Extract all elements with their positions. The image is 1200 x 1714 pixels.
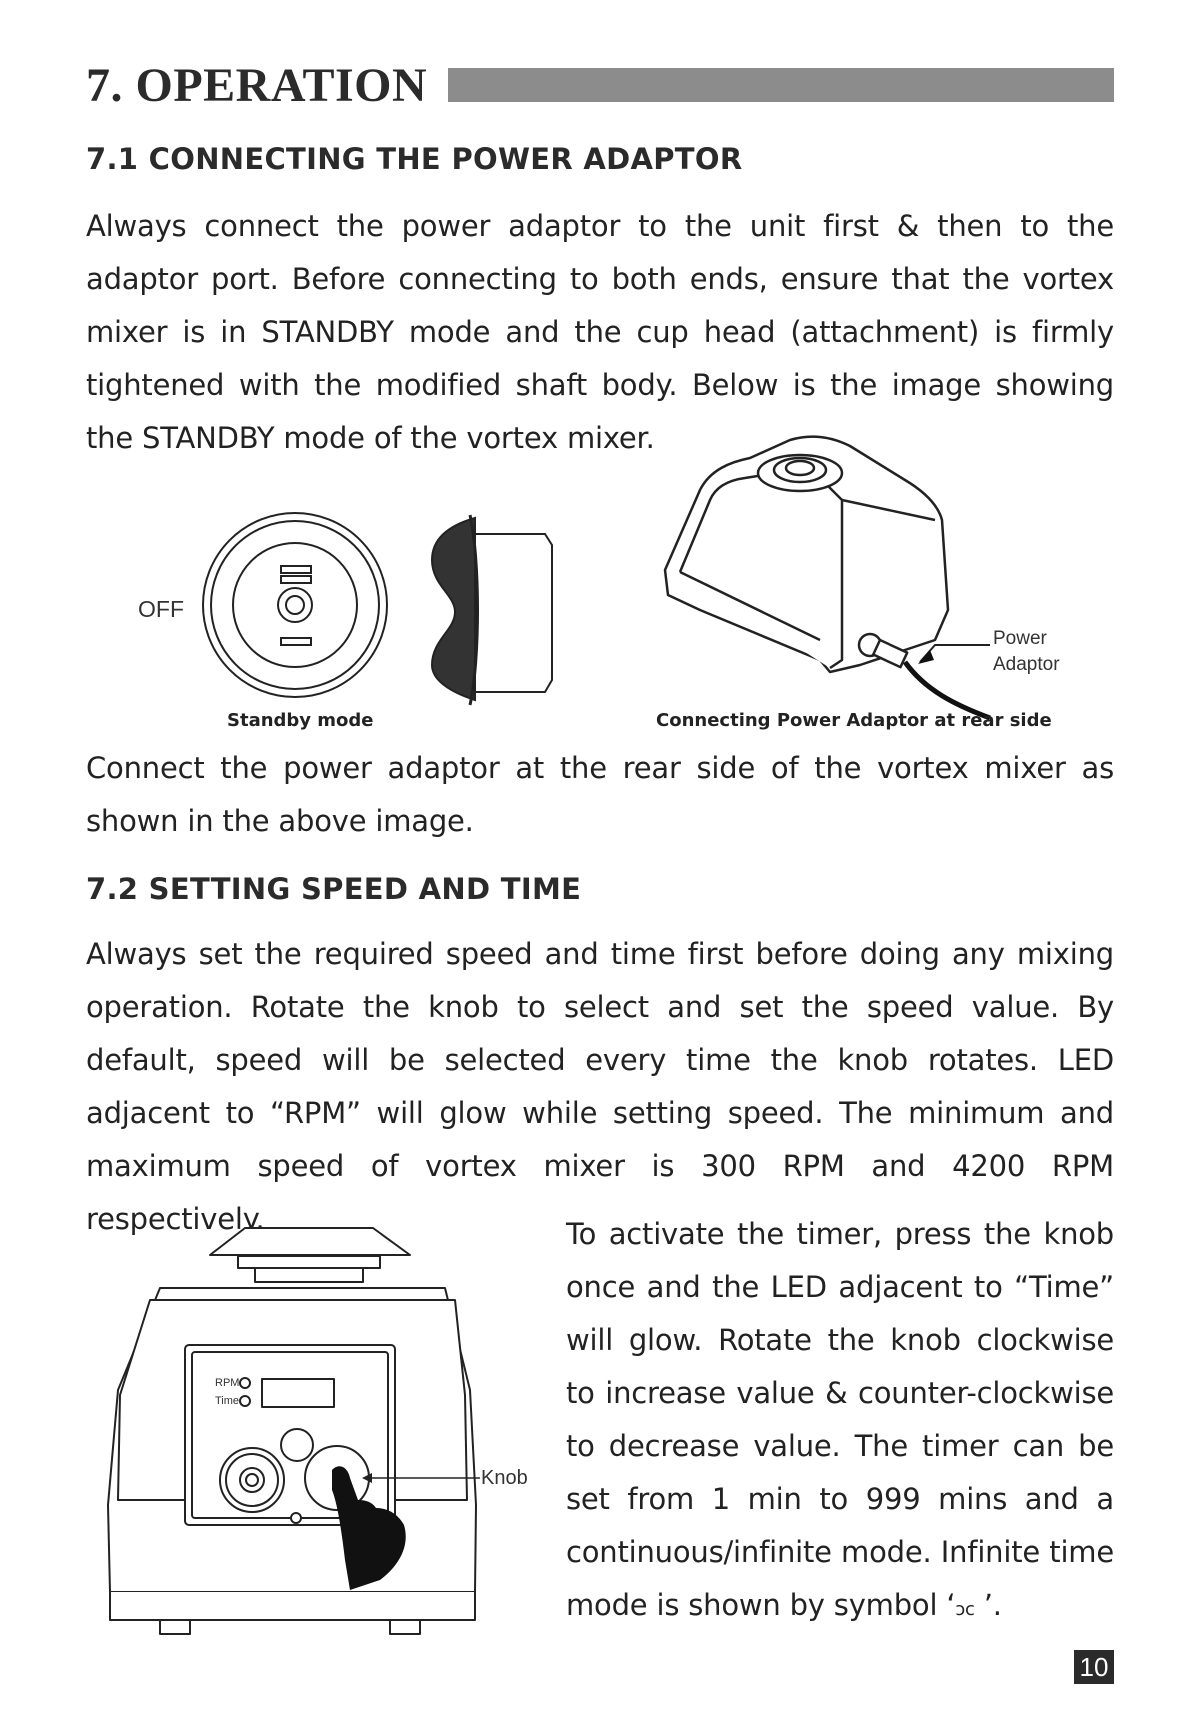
knob-label: Knob	[481, 1467, 528, 1489]
power-label: Power	[993, 628, 1047, 649]
timer-text: To activate the timer, press the knob once and the LED adjacent to “Time” will glow. Rotate the knob clockwise to increase value & counter-clockwise to decrease value. The timer can be set from 1 min to 999 mins and a continuous/infinite mode. Infinite time mode is shown by symbol ‘	[566, 1217, 1114, 1622]
time-led-label: Time	[215, 1395, 240, 1407]
paragraph-timer-setting	[566, 1208, 1114, 1636]
infinite-symbol: ɔc	[955, 1599, 975, 1620]
standby-mode-caption: Standby mode	[227, 710, 374, 731]
heading-bar	[448, 68, 1114, 102]
subsection-title-power-adaptor: 7.1 CONNECTING THE POWER ADAPTOR	[86, 142, 743, 176]
paragraph-power-adaptor-intro: Always connect the power adaptor to the unit first & then to the adaptor port. Before connecting to both ends, ensure that the vortex mixer is in STANDBY mode and the cup head (attachment) is firmly tightened with the modified shaft body. Below is the image showing the STANDBY mode of the vortex mixer.	[86, 209, 1114, 455]
off-label: OFF	[138, 596, 184, 622]
section-title: 7. OPERATION	[86, 59, 428, 112]
connecting-power-adaptor-caption: Connecting Power Adaptor at rear side	[656, 710, 1052, 731]
vortex-mixer-front-illustration	[0, 0, 1, 1]
subsection-title-speed-time: 7.2 SETTING SPEED AND TIME	[86, 872, 582, 906]
timer-text-end: ’.	[974, 1588, 1002, 1622]
rpm-led-label: RPM	[215, 1377, 240, 1389]
page-number: 10	[1074, 1650, 1114, 1684]
paragraph-connect-rear: Connect the power adaptor at the rear side of the vortex mixer as shown in the above image.	[86, 751, 1114, 838]
adaptor-label: Adaptor	[993, 654, 1060, 675]
paragraph-speed-setting: Always set the required speed and time first before doing any mixing operation. Rotate the knob to select and set the speed value. By default, speed will be selected every time the knob rotates. LED adjacent to “RPM” will glow while setting speed. The minimum and maximum speed of vortex mixer is 300 RPM and 4200 RPM respectively.	[86, 937, 1114, 1236]
